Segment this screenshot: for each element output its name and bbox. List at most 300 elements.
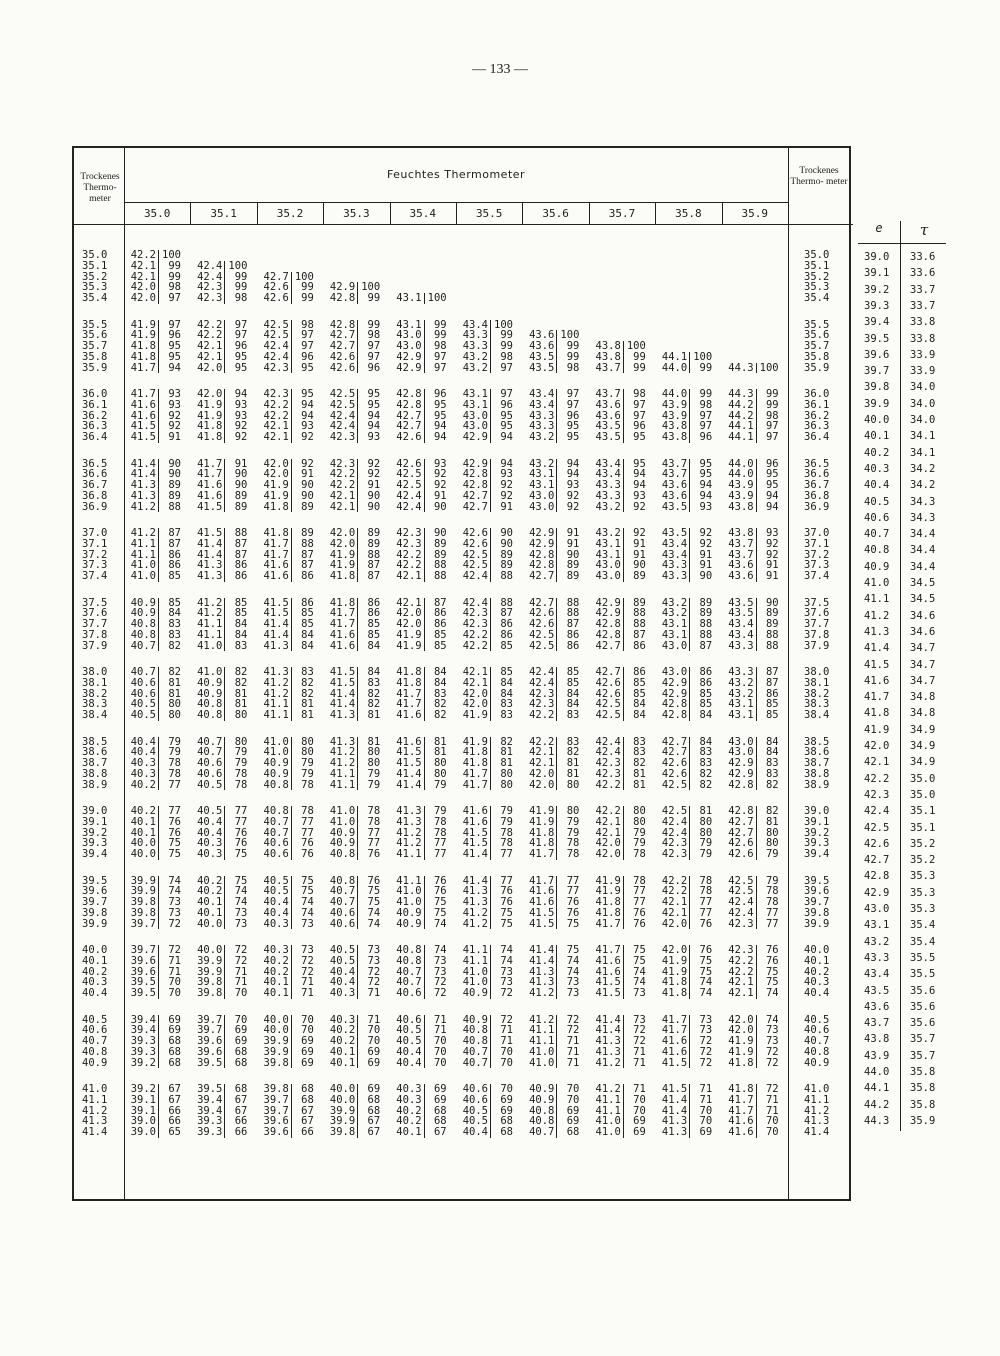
relative-humidity: 79 <box>699 837 713 850</box>
humidity-value: 42.7 <box>593 641 624 652</box>
row-label-left: 39.3 <box>82 837 108 850</box>
humidity-value: 39.8 <box>327 1127 358 1138</box>
humidity-value: 42.3 <box>593 758 624 769</box>
humidity-value: 43.9 <box>726 480 757 491</box>
relative-humidity: 82 <box>367 698 381 711</box>
humidity-value: 41.8 <box>394 678 425 689</box>
row-label-right: 35.4 <box>804 292 830 305</box>
row-label-left: 38.1 <box>82 676 108 689</box>
humidity-value: 42.1 <box>327 502 358 513</box>
humidity-value: 39.7 <box>128 919 159 930</box>
relative-humidity: 69 <box>168 1024 181 1037</box>
side-tau-value: 34.0 <box>910 397 936 410</box>
humidity-value: 39.7 <box>194 1015 225 1026</box>
relative-humidity: 76 <box>433 874 447 887</box>
relative-humidity: 96 <box>367 361 381 374</box>
humidity-value: 40.7 <box>327 886 358 897</box>
relative-humidity: 93 <box>168 398 181 411</box>
relative-humidity: 82 <box>566 746 580 759</box>
humidity-value: 40.0 <box>327 1084 358 1095</box>
relative-humidity: 80 <box>433 767 447 780</box>
side-tau-value: 35.9 <box>910 1114 936 1127</box>
relative-humidity: 89 <box>699 596 713 609</box>
relative-humidity: 92 <box>633 500 646 513</box>
humidity-value: 40.5 <box>194 780 225 791</box>
relative-humidity: 83 <box>633 735 646 748</box>
row-label-right: 41.3 <box>804 1115 830 1128</box>
humidity-value: 43.7 <box>593 389 624 400</box>
relative-humidity: 86 <box>168 559 181 572</box>
humidity-value: 41.3 <box>659 1127 690 1138</box>
right-divider <box>788 148 789 1199</box>
relative-humidity: 90 <box>234 479 248 492</box>
relative-humidity: 89 <box>765 618 779 631</box>
relative-humidity: 95 <box>699 468 713 481</box>
humidity-value: 42.6 <box>394 459 425 470</box>
relative-humidity: 71 <box>234 965 248 978</box>
relative-humidity: 79 <box>500 815 513 828</box>
relative-humidity: 88 <box>168 500 181 513</box>
humidity-value: 40.6 <box>194 769 225 780</box>
humidity-value: 40.9 <box>327 828 358 839</box>
row-label-right: 39.6 <box>804 885 830 898</box>
humidity-value: 42.3 <box>659 838 690 849</box>
table-cell <box>194 849 247 860</box>
right-header: Trockenes Thermo- meter <box>790 166 848 187</box>
relative-humidity: 92 <box>699 537 713 550</box>
humidity-value: 40.0 <box>128 838 159 849</box>
table-cell <box>593 710 646 721</box>
relative-humidity: 75 <box>301 874 314 887</box>
table-cell <box>261 919 314 930</box>
relative-humidity: 82 <box>765 778 779 791</box>
humidity-value: 39.9 <box>261 1047 292 1058</box>
humidity-value: 43.2 <box>460 352 491 363</box>
table-cell <box>194 432 247 443</box>
humidity-value: 41.9 <box>128 330 159 341</box>
relative-humidity: 78 <box>433 826 447 839</box>
column-header: 35.1 <box>210 207 237 220</box>
humidity-value: 40.8 <box>460 1036 491 1047</box>
relative-humidity: 74 <box>566 965 580 978</box>
relative-humidity: 84 <box>699 709 713 722</box>
side-tau-value: 35.8 <box>910 1066 936 1078</box>
humidity-value: 42.3 <box>194 282 225 293</box>
humidity-value: 42.8 <box>593 630 624 641</box>
relative-humidity: 75 <box>500 917 513 930</box>
relative-humidity: 77 <box>500 848 513 861</box>
row-label-right: 39.3 <box>804 837 830 850</box>
relative-humidity: 91 <box>699 548 713 561</box>
table-cell <box>194 293 247 304</box>
humidity-value: 39.9 <box>327 1116 358 1127</box>
humidity-value: 41.8 <box>526 838 557 849</box>
column-header: 35.9 <box>741 207 769 220</box>
relative-humidity: 80 <box>433 757 447 770</box>
relative-humidity: 69 <box>500 1093 513 1106</box>
humidity-value: 43.5 <box>659 528 690 539</box>
humidity-value: 39.6 <box>194 1047 225 1058</box>
relative-humidity: 73 <box>168 896 181 909</box>
relative-humidity: 73 <box>500 976 513 989</box>
humidity-value: 40.0 <box>261 1015 292 1026</box>
relative-humidity: 73 <box>301 944 314 956</box>
table-cell <box>659 400 712 411</box>
humidity-value: 41.4 <box>526 945 557 956</box>
relative-humidity: 97 <box>301 329 314 342</box>
side-tau-value: 35.2 <box>910 837 936 850</box>
row-label-left: 36.8 <box>82 489 108 502</box>
relative-humidity: 89 <box>168 479 181 492</box>
relative-humidity: 89 <box>633 570 646 583</box>
humidity-value: 41.7 <box>194 459 225 470</box>
relative-humidity: 70 <box>566 1093 580 1106</box>
relative-humidity: 70 <box>633 1093 646 1106</box>
humidity-value: 41.0 <box>460 977 491 988</box>
humidity-value: 42.1 <box>460 667 491 678</box>
humidity-value: 42.5 <box>659 780 690 791</box>
row-label-left: 38.2 <box>82 687 108 700</box>
relative-humidity: 75 <box>699 954 713 967</box>
table-cell <box>593 539 646 550</box>
table-cell <box>659 539 712 550</box>
table-cell <box>194 363 247 374</box>
relative-humidity: 98 <box>566 361 580 374</box>
humidity-value: 41.5 <box>659 1058 690 1069</box>
humidity-value: 40.5 <box>394 1036 425 1047</box>
humidity-value: 42.4 <box>460 571 491 582</box>
table-title: Feuchtes Thermometer <box>386 168 526 181</box>
humidity-value: 39.6 <box>261 1127 292 1138</box>
relative-humidity: 75 <box>234 848 248 861</box>
humidity-value: 39.8 <box>194 977 225 988</box>
relative-humidity: 89 <box>433 548 447 561</box>
humidity-value: 41.5 <box>394 758 425 769</box>
table-cell <box>394 956 447 967</box>
table-cell <box>460 849 513 860</box>
relative-humidity: 76 <box>566 906 580 919</box>
table-cell <box>128 919 181 930</box>
row-label-left: 41.1 <box>82 1093 108 1106</box>
humidity-value: 39.6 <box>194 1036 225 1047</box>
humidity-value: 40.3 <box>394 1095 425 1106</box>
relative-humidity: 72 <box>433 987 447 1000</box>
humidity-value: 42.3 <box>526 689 557 700</box>
table-cell <box>460 400 513 411</box>
humidity-value: 43.2 <box>659 598 690 609</box>
relative-humidity: 76 <box>699 944 713 956</box>
relative-humidity: 78 <box>433 815 447 828</box>
relative-humidity: 80 <box>168 698 181 711</box>
relative-humidity: 70 <box>301 1013 314 1026</box>
humidity-value: 41.5 <box>194 502 225 513</box>
humidity-value: 41.2 <box>261 689 292 700</box>
relative-humidity: 68 <box>433 1115 447 1128</box>
relative-humidity: 99 <box>234 281 248 294</box>
humidity-value: 41.6 <box>394 737 425 748</box>
humidity-value: 42.6 <box>593 678 624 689</box>
humidity-value: 43.6 <box>726 571 757 582</box>
relative-humidity: 78 <box>367 815 381 828</box>
relative-humidity: 84 <box>500 687 513 700</box>
relative-humidity: 76 <box>765 954 779 967</box>
column-divider <box>722 202 723 224</box>
relative-humidity: 69 <box>566 1104 580 1117</box>
relative-humidity: 74 <box>765 1013 779 1026</box>
relative-humidity: 74 <box>433 917 447 930</box>
relative-humidity: 87 <box>301 559 314 572</box>
side-tau-value: 33.6 <box>910 251 936 263</box>
relative-humidity: 70 <box>234 1013 248 1026</box>
table-cell <box>394 571 447 582</box>
row-label-right: 40.5 <box>804 1013 830 1026</box>
relative-humidity: 80 <box>765 837 779 850</box>
table-cell <box>327 1058 380 1069</box>
relative-humidity: 92 <box>500 489 513 502</box>
humidity-value: 41.6 <box>394 710 425 721</box>
humidity-value: 40.7 <box>327 897 358 908</box>
side-e-value: 39.4 <box>864 316 890 329</box>
humidity-value: 42.1 <box>327 491 358 502</box>
relative-humidity: 100 <box>494 318 513 331</box>
relative-humidity: 88 <box>633 618 646 631</box>
humidity-value: 42.9 <box>726 758 757 769</box>
side-tau-value: 34.5 <box>910 577 936 589</box>
relative-humidity: 83 <box>765 767 779 780</box>
relative-humidity: 95 <box>301 388 314 400</box>
relative-humidity: 92 <box>234 420 248 433</box>
side-tau-value: 33.8 <box>910 332 936 345</box>
humidity-value: 41.5 <box>526 908 557 919</box>
relative-humidity: 77 <box>234 815 248 828</box>
relative-humidity: 85 <box>301 618 314 631</box>
row-label-left: 35.5 <box>82 318 108 331</box>
humidity-value: 42.9 <box>526 528 557 539</box>
table-cell <box>593 432 646 443</box>
humidity-value: 42.4 <box>726 908 757 919</box>
row-label-right: 40.4 <box>804 987 830 1000</box>
relative-humidity: 72 <box>367 965 381 978</box>
humidity-value: 39.8 <box>128 897 159 908</box>
relative-humidity: 88 <box>699 628 713 641</box>
humidity-value: 41.6 <box>659 1036 690 1047</box>
humidity-value: 40.5 <box>460 1106 491 1117</box>
table-cell <box>261 363 314 374</box>
humidity-value: 43.7 <box>726 550 757 561</box>
humidity-value: 41.9 <box>460 737 491 748</box>
relative-humidity: 72 <box>168 944 181 956</box>
relative-humidity: 72 <box>234 944 248 956</box>
relative-humidity: 89 <box>699 607 713 620</box>
humidity-value: 42.3 <box>460 619 491 630</box>
side-tau-value: 35.5 <box>910 968 936 981</box>
humidity-value: 41.0 <box>194 667 225 678</box>
humidity-value: 43.5 <box>593 421 624 432</box>
humidity-value: 42.4 <box>726 897 757 908</box>
humidity-value: 42.6 <box>726 838 757 849</box>
relative-humidity: 74 <box>500 954 513 967</box>
relative-humidity: 93 <box>765 527 779 539</box>
table-cell <box>394 293 447 304</box>
relative-humidity: 69 <box>168 1013 181 1026</box>
page-number: — 133 — <box>472 62 528 77</box>
humidity-value: 42.3 <box>593 769 624 780</box>
table-cell <box>194 780 247 791</box>
relative-humidity: 95 <box>699 457 713 470</box>
table-cell <box>327 710 380 721</box>
humidity-value: 43.5 <box>726 608 757 619</box>
table-cell <box>128 293 181 304</box>
relative-humidity: 99 <box>500 329 513 342</box>
humidity-value: 41.5 <box>194 528 225 539</box>
relative-humidity: 81 <box>168 687 181 700</box>
table-cell <box>659 641 712 652</box>
relative-humidity: 76 <box>765 944 779 956</box>
humidity-value: 42.2 <box>460 630 491 641</box>
relative-humidity: 95 <box>234 361 248 374</box>
relative-humidity: 71 <box>566 1035 580 1048</box>
humidity-value: 40.1 <box>194 908 225 919</box>
relative-humidity: 78 <box>301 805 314 817</box>
humidity-value: 42.9 <box>327 282 358 293</box>
relative-humidity: 86 <box>500 628 513 641</box>
humidity-value: 41.9 <box>593 886 624 897</box>
table-cell <box>128 1058 181 1069</box>
table-cell <box>460 539 513 550</box>
relative-humidity: 97 <box>566 398 580 411</box>
humidity-value: 42.7 <box>726 828 757 839</box>
side-e-value: 40.4 <box>864 479 890 492</box>
relative-humidity: 71 <box>633 1045 646 1058</box>
humidity-value: 42.1 <box>194 341 225 352</box>
side-e-value: 42.9 <box>864 886 890 899</box>
side-e-value: 43.9 <box>864 1049 890 1062</box>
row-label-right: 39.5 <box>804 874 830 887</box>
row-label-right: 37.7 <box>804 618 830 631</box>
relative-humidity: 83 <box>765 757 779 770</box>
row-label-right: 41.0 <box>804 1083 830 1095</box>
row-label-right: 40.6 <box>804 1024 830 1037</box>
side-tau-value: 35.4 <box>910 919 936 932</box>
humidity-value: 42.8 <box>460 469 491 480</box>
table-cell <box>726 678 779 689</box>
humidity-value: 40.4 <box>394 1047 425 1058</box>
column-divider <box>257 202 258 224</box>
humidity-value: 40.6 <box>460 1095 491 1106</box>
row-label-left: 36.9 <box>82 500 108 513</box>
humidity-value: 40.6 <box>128 689 159 700</box>
humidity-value: 41.7 <box>659 1015 690 1026</box>
humidity-value: 42.1 <box>128 272 159 283</box>
table-cell <box>128 539 181 550</box>
humidity-value: 43.2 <box>460 363 491 374</box>
side-tau-value: 34.9 <box>910 723 936 736</box>
table-cell <box>327 817 380 828</box>
relative-humidity: 99 <box>566 340 580 353</box>
humidity-value: 41.6 <box>460 806 491 817</box>
humidity-value: 42.2 <box>526 737 557 748</box>
humidity-value: 41.3 <box>526 967 557 978</box>
table-cell <box>460 432 513 443</box>
relative-humidity: 76 <box>566 896 580 909</box>
relative-humidity: 72 <box>433 976 447 989</box>
humidity-value: 41.7 <box>394 689 425 700</box>
row-label-right: 37.6 <box>804 607 830 620</box>
relative-humidity: 81 <box>234 698 248 711</box>
table-cell <box>327 571 380 582</box>
table-cell <box>394 400 447 411</box>
humidity-value: 41.7 <box>726 1095 757 1106</box>
relative-humidity: 84 <box>301 628 314 641</box>
relative-humidity: 99 <box>633 350 646 363</box>
humidity-value: 41.1 <box>261 710 292 721</box>
table-cell <box>327 849 380 860</box>
relative-humidity: 94 <box>367 420 381 433</box>
relative-humidity: 84 <box>765 746 779 759</box>
humidity-value: 42.6 <box>460 528 491 539</box>
relative-humidity: 67 <box>234 1104 248 1117</box>
relative-humidity: 97 <box>765 431 779 444</box>
relative-humidity: 86 <box>168 548 181 561</box>
relative-humidity: 78 <box>633 874 646 887</box>
humidity-value: 40.3 <box>261 919 292 930</box>
humidity-value: 41.0 <box>327 817 358 828</box>
humidity-value: 41.9 <box>659 967 690 978</box>
relative-humidity: 78 <box>500 837 513 850</box>
humidity-value: 42.4 <box>194 261 225 272</box>
row-label-right: 40.3 <box>804 976 830 989</box>
humidity-value: 41.7 <box>726 1106 757 1117</box>
humidity-value: 42.8 <box>659 699 690 710</box>
relative-humidity: 75 <box>500 906 513 919</box>
humidity-value: 44.0 <box>659 363 690 374</box>
humidity-value: 42.2 <box>194 330 225 341</box>
humidity-value: 42.9 <box>659 689 690 700</box>
relative-humidity: 76 <box>500 885 513 898</box>
table-cell <box>194 988 247 999</box>
column-header: 35.6 <box>542 207 569 220</box>
humidity-value: 40.7 <box>194 747 225 758</box>
side-tau-value: 34.6 <box>910 625 936 638</box>
relative-humidity: 94 <box>301 409 314 422</box>
table-cell <box>593 780 646 791</box>
side-tau-value: 35.1 <box>910 805 936 818</box>
humidity-value: 43.2 <box>659 608 690 619</box>
table-cell <box>526 432 579 443</box>
relative-humidity: 77 <box>566 885 580 898</box>
humidity-value: 40.8 <box>526 1116 557 1127</box>
humidity-value: 41.8 <box>460 758 491 769</box>
relative-humidity: 66 <box>168 1104 181 1117</box>
row-label-left: 36.1 <box>82 398 108 411</box>
humidity-value: 40.9 <box>261 758 292 769</box>
relative-humidity: 100 <box>759 361 779 374</box>
relative-humidity: 93 <box>433 457 447 470</box>
relative-humidity: 79 <box>367 778 381 791</box>
table-cell <box>659 502 712 513</box>
table-cell <box>526 710 579 721</box>
humidity-value: 41.7 <box>659 1025 690 1036</box>
humidity-value: 41.1 <box>394 876 425 887</box>
relative-humidity: 100 <box>228 259 248 272</box>
humidity-value: 42.2 <box>261 400 292 411</box>
row-label-right: 38.1 <box>804 676 830 689</box>
humidity-value: 41.3 <box>327 737 358 748</box>
humidity-value: 42.2 <box>394 560 425 571</box>
humidity-value: 43.5 <box>526 363 557 374</box>
humidity-value: 41.3 <box>394 806 425 817</box>
humidity-value: 40.1 <box>327 1058 358 1069</box>
